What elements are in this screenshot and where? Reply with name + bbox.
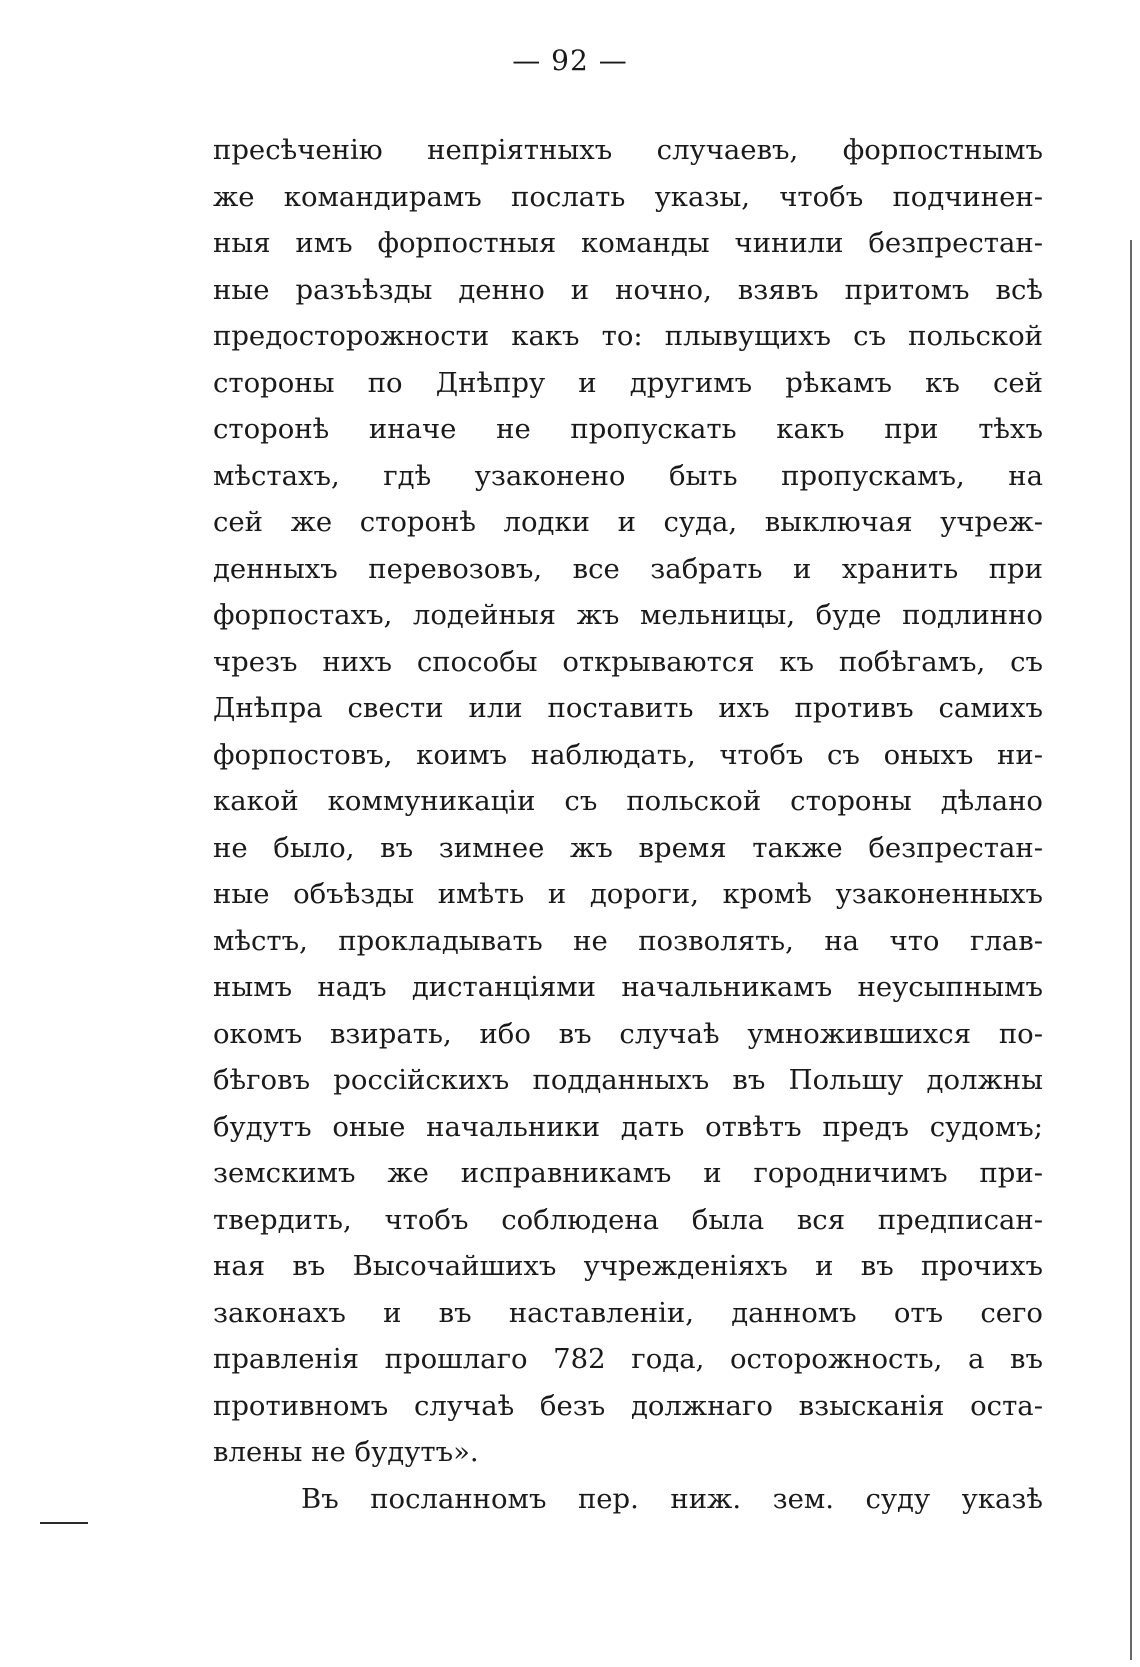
text-line: ная въ Высочайшихъ учрежденіяхъ и въ прочихъ bbox=[213, 1250, 1043, 1282]
text-line: Днѣпра свести или поставить ихъ противъ самихъ bbox=[213, 692, 1043, 724]
body-text bbox=[213, 127, 1043, 1522]
text-line: земскимъ же исправникамъ и городничимъ при- bbox=[213, 1157, 1043, 1189]
text-line: предосторожности какъ то: плывущихъ съ польской bbox=[213, 320, 1043, 352]
text-line: влены не будутъ». bbox=[213, 1436, 479, 1468]
text-line: форпостахъ, лодейныя жъ мельницы, буде подлинно bbox=[213, 599, 1043, 631]
text-line: ные объѣзды имѣть и дороги, кромѣ узаконенныхъ bbox=[213, 878, 1043, 910]
text-line: пресѣченію непріятныхъ случаевъ, форпостнымъ bbox=[213, 134, 1043, 166]
text-line: окомъ взирать, ибо въ случаѣ умножившихся по- bbox=[213, 1017, 1043, 1050]
page-number: — 92 — bbox=[512, 44, 628, 77]
margin-mark bbox=[40, 1522, 88, 1524]
text-line: денныхъ перевозовъ, все забрать и хранить при bbox=[213, 552, 1043, 585]
text-line: стороны по Днѣпру и другимъ рѣкамъ къ сей bbox=[213, 366, 1043, 399]
text-line: Въ посланномъ пер. ниж. зем. суду указѣ bbox=[301, 1482, 1043, 1515]
text-line: ные разъѣзды денно и ночно, взявъ притомъ всѣ bbox=[213, 273, 1043, 306]
text-line: какой коммуникаціи съ польской стороны дѣлано bbox=[213, 785, 1043, 817]
text-line: же командирамъ послать указы, чтобъ подчинен- bbox=[213, 180, 1043, 213]
text-line: мѣстахъ, гдѣ узаконено быть пропускамъ, на bbox=[213, 459, 1043, 492]
text-line: бѣговъ россійскихъ подданныхъ въ Польшу должны bbox=[213, 1064, 1043, 1096]
text-line: чрезъ нихъ способы открываются къ побѣгамъ, съ bbox=[213, 645, 1043, 678]
text-line: не было, въ зимнее жъ время также безпрестан- bbox=[213, 831, 1043, 864]
text-line: сей же сторонѣ лодки и суда, выключая учреж- bbox=[213, 506, 1043, 538]
page-edge-line bbox=[1130, 240, 1132, 1660]
text-line: форпостовъ, коимъ наблюдать, чтобъ съ оныхъ ни- bbox=[213, 738, 1043, 771]
text-line: будутъ оные начальники дать отвѣтъ предъ судомъ; bbox=[213, 1110, 1043, 1143]
text-line: правленія прошлаго 782 года, осторожность, а въ bbox=[213, 1343, 1043, 1375]
text-line: мѣстъ, прокладывать не позволять, на что глав- bbox=[213, 924, 1043, 957]
text-line: сторонѣ иначе не пропускать какъ при тѣхъ bbox=[213, 413, 1043, 445]
text-line: ныя имъ форпостныя команды чинили безпрестан- bbox=[213, 227, 1043, 259]
text-line: твердить, чтобъ соблюдена была вся предписан- bbox=[213, 1203, 1043, 1236]
text-line: противномъ случаѣ безъ должнаго взысканія оста- bbox=[213, 1389, 1043, 1422]
text-line: законахъ и въ наставленіи, данномъ отъ сего bbox=[213, 1296, 1043, 1329]
text-line: нымъ надъ дистанціями начальникамъ неусыпнымъ bbox=[213, 971, 1043, 1003]
